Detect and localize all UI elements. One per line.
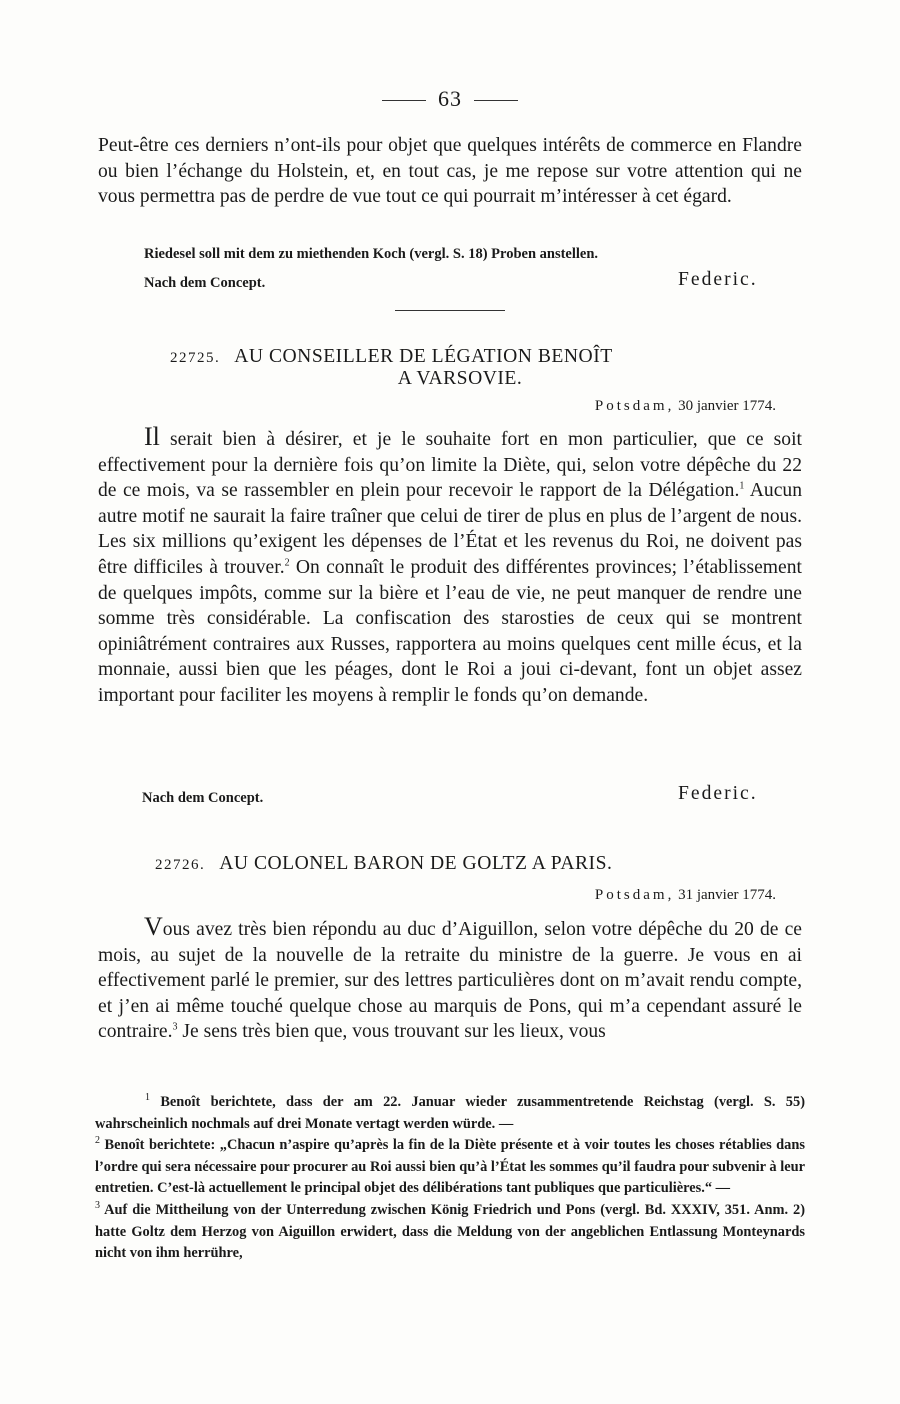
letter-22725-initial: Il — [144, 422, 160, 451]
continuation-text: Peut-être ces derniers n’ont-ils pour objet que quelques intérêts de commerce en Flandre ou bien l’échange du Holstein, et, en tout cas, je me repose sur votre attention qui ne vous permettra pas de perdre de vue tout ce qui pourrait m’intéresser à cet égard. — [98, 135, 802, 208]
letter-22725-text-b: Aucun autre motif ne saurait la faire traîner que celui de tirer de plus en plus de l’argent de nous. Les six millions qu’exigent les dépenses de l’État et les revenus du Roi, ne doivent pas être difficiles à trouver. — [98, 480, 803, 578]
letter-22725-place: Potsdam, — [594, 398, 675, 414]
footnotes — [95, 1092, 805, 1265]
footnote-3-mark: 3 — [95, 1200, 100, 1212]
footnote-1-text: Benoît berichtete, dass der am 22. Januar wieder zusammentretende Reichstag (vergl. S. 55) wahrscheinlich nochmals auf drei Monate vertagt werden würde. — — [95, 1094, 805, 1132]
letter-22725-title-line2: A VARSOVIE. — [397, 368, 523, 389]
letter-22726-initial: V — [144, 912, 163, 941]
letter-22726-body — [98, 914, 802, 1045]
continuation-paragraph — [98, 133, 802, 210]
letter-22726-text-a: ous avez très bien répondu au duc d’Aiguillon, selon votre dépêche du 20 de ce mois, au sujet de la nouvelle de la retraite du ministre de la guerre. Je vous en ai effectivement parlé le premier, sur des lettres particulières dont on m’avait rendu compte, et j’en ai même touché quelque chose au marquis de Pons, qui m’a cependant assuré le contraire. — [98, 919, 802, 1043]
letter-22726-text-b: Je sens très bien que, vous trouvant sur les lieux, vous — [177, 1021, 606, 1043]
letter-22725-source: Nach dem Concept. — [142, 790, 264, 806]
letter-22726-date: 31 janvier 1774. — [678, 887, 776, 903]
footnote-2-mark: 2 — [95, 1135, 100, 1147]
letter-22725-date: 30 janvier 1774. — [678, 398, 776, 414]
letter-22725-signature: Federic. — [678, 783, 758, 804]
section-divider — [395, 310, 505, 311]
letter-22725-title-line1: AU CONSEILLER DE LÉGATION BENOÎT — [234, 346, 613, 367]
footnote-2-text: Benoît berichtete: „Chacun n’aspire qu’après la fin de la Diète présente et à voir toutes les choses rétablies dans l’ordre qui sera nécessaire pour procurer au Roi aussi bien qu’à l’État les sommes qu’il faudra pour subvenir à leur entretien. C’est-là actuellement le principal objet des délibérations tant publiques que particulières.“ — — [95, 1137, 805, 1197]
letter-22726-place: Potsdam, — [594, 887, 675, 903]
letter-22725-text-c: On connaît le produit des différentes provinces; l’établissement de quelques impôts, comme sur la bière et l’eau de vie, ne peut manquer de rendre une somme très considérable. La confiscation des starosties de ceux qui se montrent opiniâtrément contraires aux Russes, rapportera au moins quelques cent mille écus, et la monnaie, aussi bien que les péages, dont le Roi a joui ci-devant, font un objet assez important pour faciliter les moyens à remplir le fonds qu’on demande. — [98, 556, 802, 706]
letter-22725-heading — [170, 346, 790, 390]
continuation-signature: Federic. — [678, 269, 758, 290]
letter-22726-title: AU COLONEL BARON DE GOLTZ A PARIS. — [219, 853, 613, 874]
footnote-ref-3[interactable]: 3 — [172, 1021, 178, 1033]
footnote-ref-1[interactable]: 1 — [739, 480, 745, 492]
page-number: 63 — [438, 86, 462, 111]
footnote-3 — [95, 1200, 805, 1265]
continuation-source: Nach dem Concept. — [144, 275, 266, 291]
letter-22726-dateline — [595, 887, 776, 904]
letter-22726-number: 22726. — [155, 857, 206, 873]
footnote-3-text: Auf die Mittheilung von der Unterredung zwischen König Friedrich und Pons (vergl. Bd. XXXIV, 351. Anm. 2) hatte Goltz dem Herzog von Aiguillon erwidert, dass die Meldung von der angeblichen Entlassung Monteynards nicht von ihm herrühre, — [95, 1201, 805, 1262]
header-dash-left — [382, 100, 426, 101]
letter-22725-text-a: serait bien à désirer, et je le souhaite fort en mon particulier, que ce soit effectivement pour la dernière fois qu’on limite la Diète, qui, selon votre dépêche du 22 de ce mois, va se rassembler en plein pour recevoir le rapport de la Délégation. — [98, 429, 802, 502]
letter-22725-dateline — [595, 398, 776, 415]
header-dash-right — [474, 100, 518, 101]
letter-22726-heading — [155, 853, 775, 875]
footnote-2 — [95, 1135, 805, 1200]
footnote-1-mark: 1 — [145, 1092, 150, 1104]
footnote-ref-2[interactable]: 2 — [284, 557, 290, 569]
letter-22725-paragraph — [98, 424, 802, 709]
letter-22725-number: 22725. — [170, 350, 221, 366]
footnote-1 — [95, 1092, 805, 1135]
letter-22726-paragraph — [98, 914, 802, 1045]
page-header — [0, 86, 900, 112]
continuation-note: Riedesel soll mit dem zu miethenden Koch (vergl. S. 18) Proben anstellen. — [144, 246, 599, 262]
letter-22725-body — [98, 424, 802, 709]
